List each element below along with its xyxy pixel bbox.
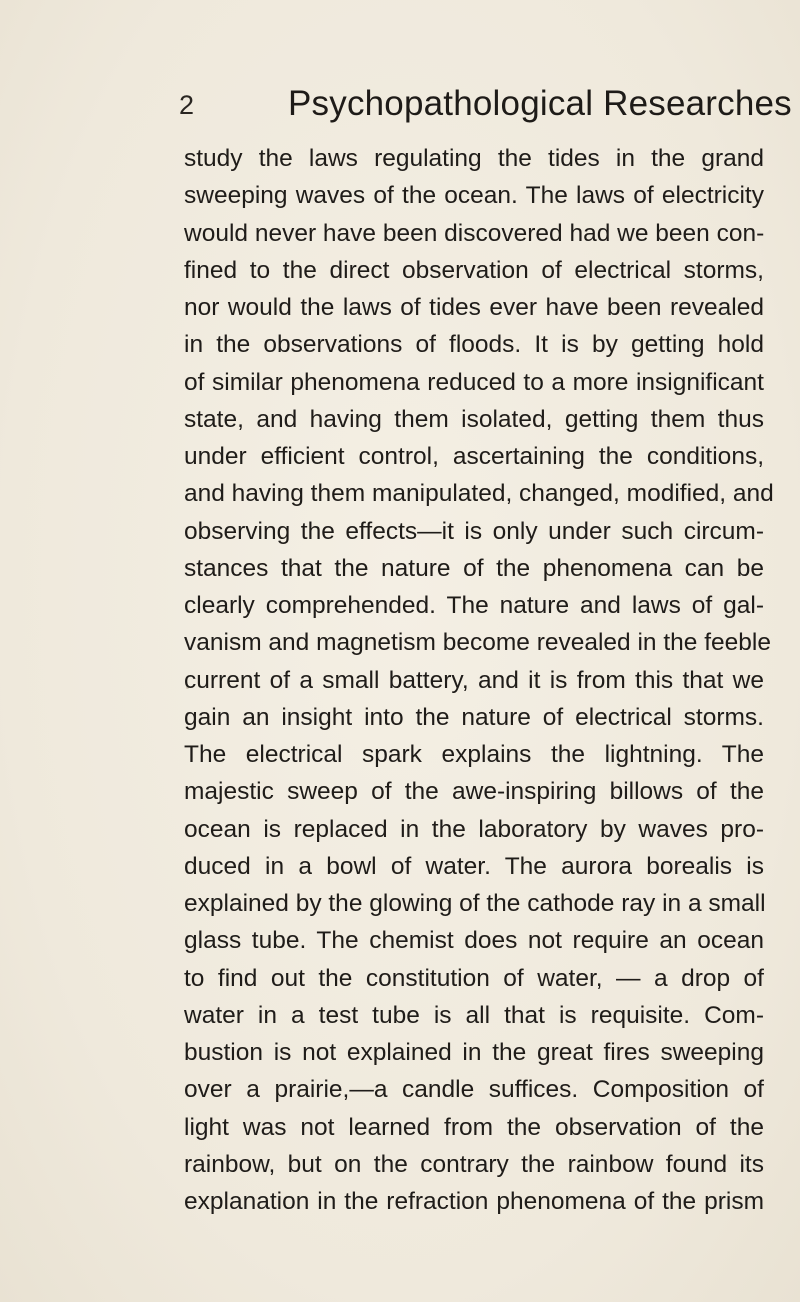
text-line: majestic sweep of the awe-inspiring billows of the <box>184 778 764 806</box>
text-line: of similar phenomena reduced to a more insignificant <box>184 368 764 396</box>
text-line: clearly comprehended. The nature and laws of gal- <box>184 592 764 619</box>
text-line: explanation in the refraction phenomena of the prism <box>184 1188 764 1215</box>
text-line: state, and having them isolated, getting them thus <box>184 405 764 433</box>
text-line: water in a test tube is all that is requisite. Com- <box>184 1001 764 1029</box>
text-line: study the laws regulating the tides in the grand <box>184 145 764 172</box>
text-line: duced in a bowl of water. The aurora borealis is <box>184 852 764 880</box>
text-line: The electrical spark explains the lightning. The <box>184 741 764 768</box>
page-number: 2 <box>179 90 195 120</box>
text-line: sweeping waves of the ocean. The laws of electricity <box>184 182 764 210</box>
text-line: current of a small battery, and it is from this that we <box>184 666 764 694</box>
running-head: Psychopathological Researches <box>288 84 792 123</box>
text-line: observing the effects—it is only under such circum- <box>184 517 764 545</box>
text-line: vanism and magnetism become revealed in the feeble <box>184 629 771 657</box>
body-text <box>184 140 774 1220</box>
text-line: and having them manipulated, changed, modified, and <box>184 480 774 508</box>
text-line: to find out the constitution of water, — a drop of <box>184 964 764 992</box>
text-line: fined to the direct observation of electrical storms, <box>184 256 764 284</box>
text-line: nor would the laws of tides ever have been revealed <box>184 294 764 321</box>
text-line: explained by the glowing of the cathode ray in a small <box>184 890 766 917</box>
text-line: over a prairie,—a candle suffices. Composition of <box>184 1076 764 1104</box>
text-line: under efficient control, ascertaining the conditions, <box>184 443 764 470</box>
text-line: stances that the nature of the phenomena can be <box>184 554 764 582</box>
text-line: in the observations of floods. It is by getting hold <box>184 331 764 359</box>
text-line: rainbow, but on the contrary the rainbow found its <box>184 1150 764 1178</box>
text-line: gain an insight into the nature of electrical storms. <box>184 703 764 731</box>
page-header <box>0 84 800 128</box>
text-line: ocean is replaced in the laboratory by waves pro- <box>184 815 764 843</box>
text-line: glass tube. The chemist does not require an ocean <box>184 927 764 955</box>
text-line: light was not learned from the observation of the <box>184 1113 764 1141</box>
text-line: would never have been discovered had we been con- <box>184 219 765 247</box>
text-line: bustion is not explained in the great fires sweeping <box>184 1039 764 1066</box>
